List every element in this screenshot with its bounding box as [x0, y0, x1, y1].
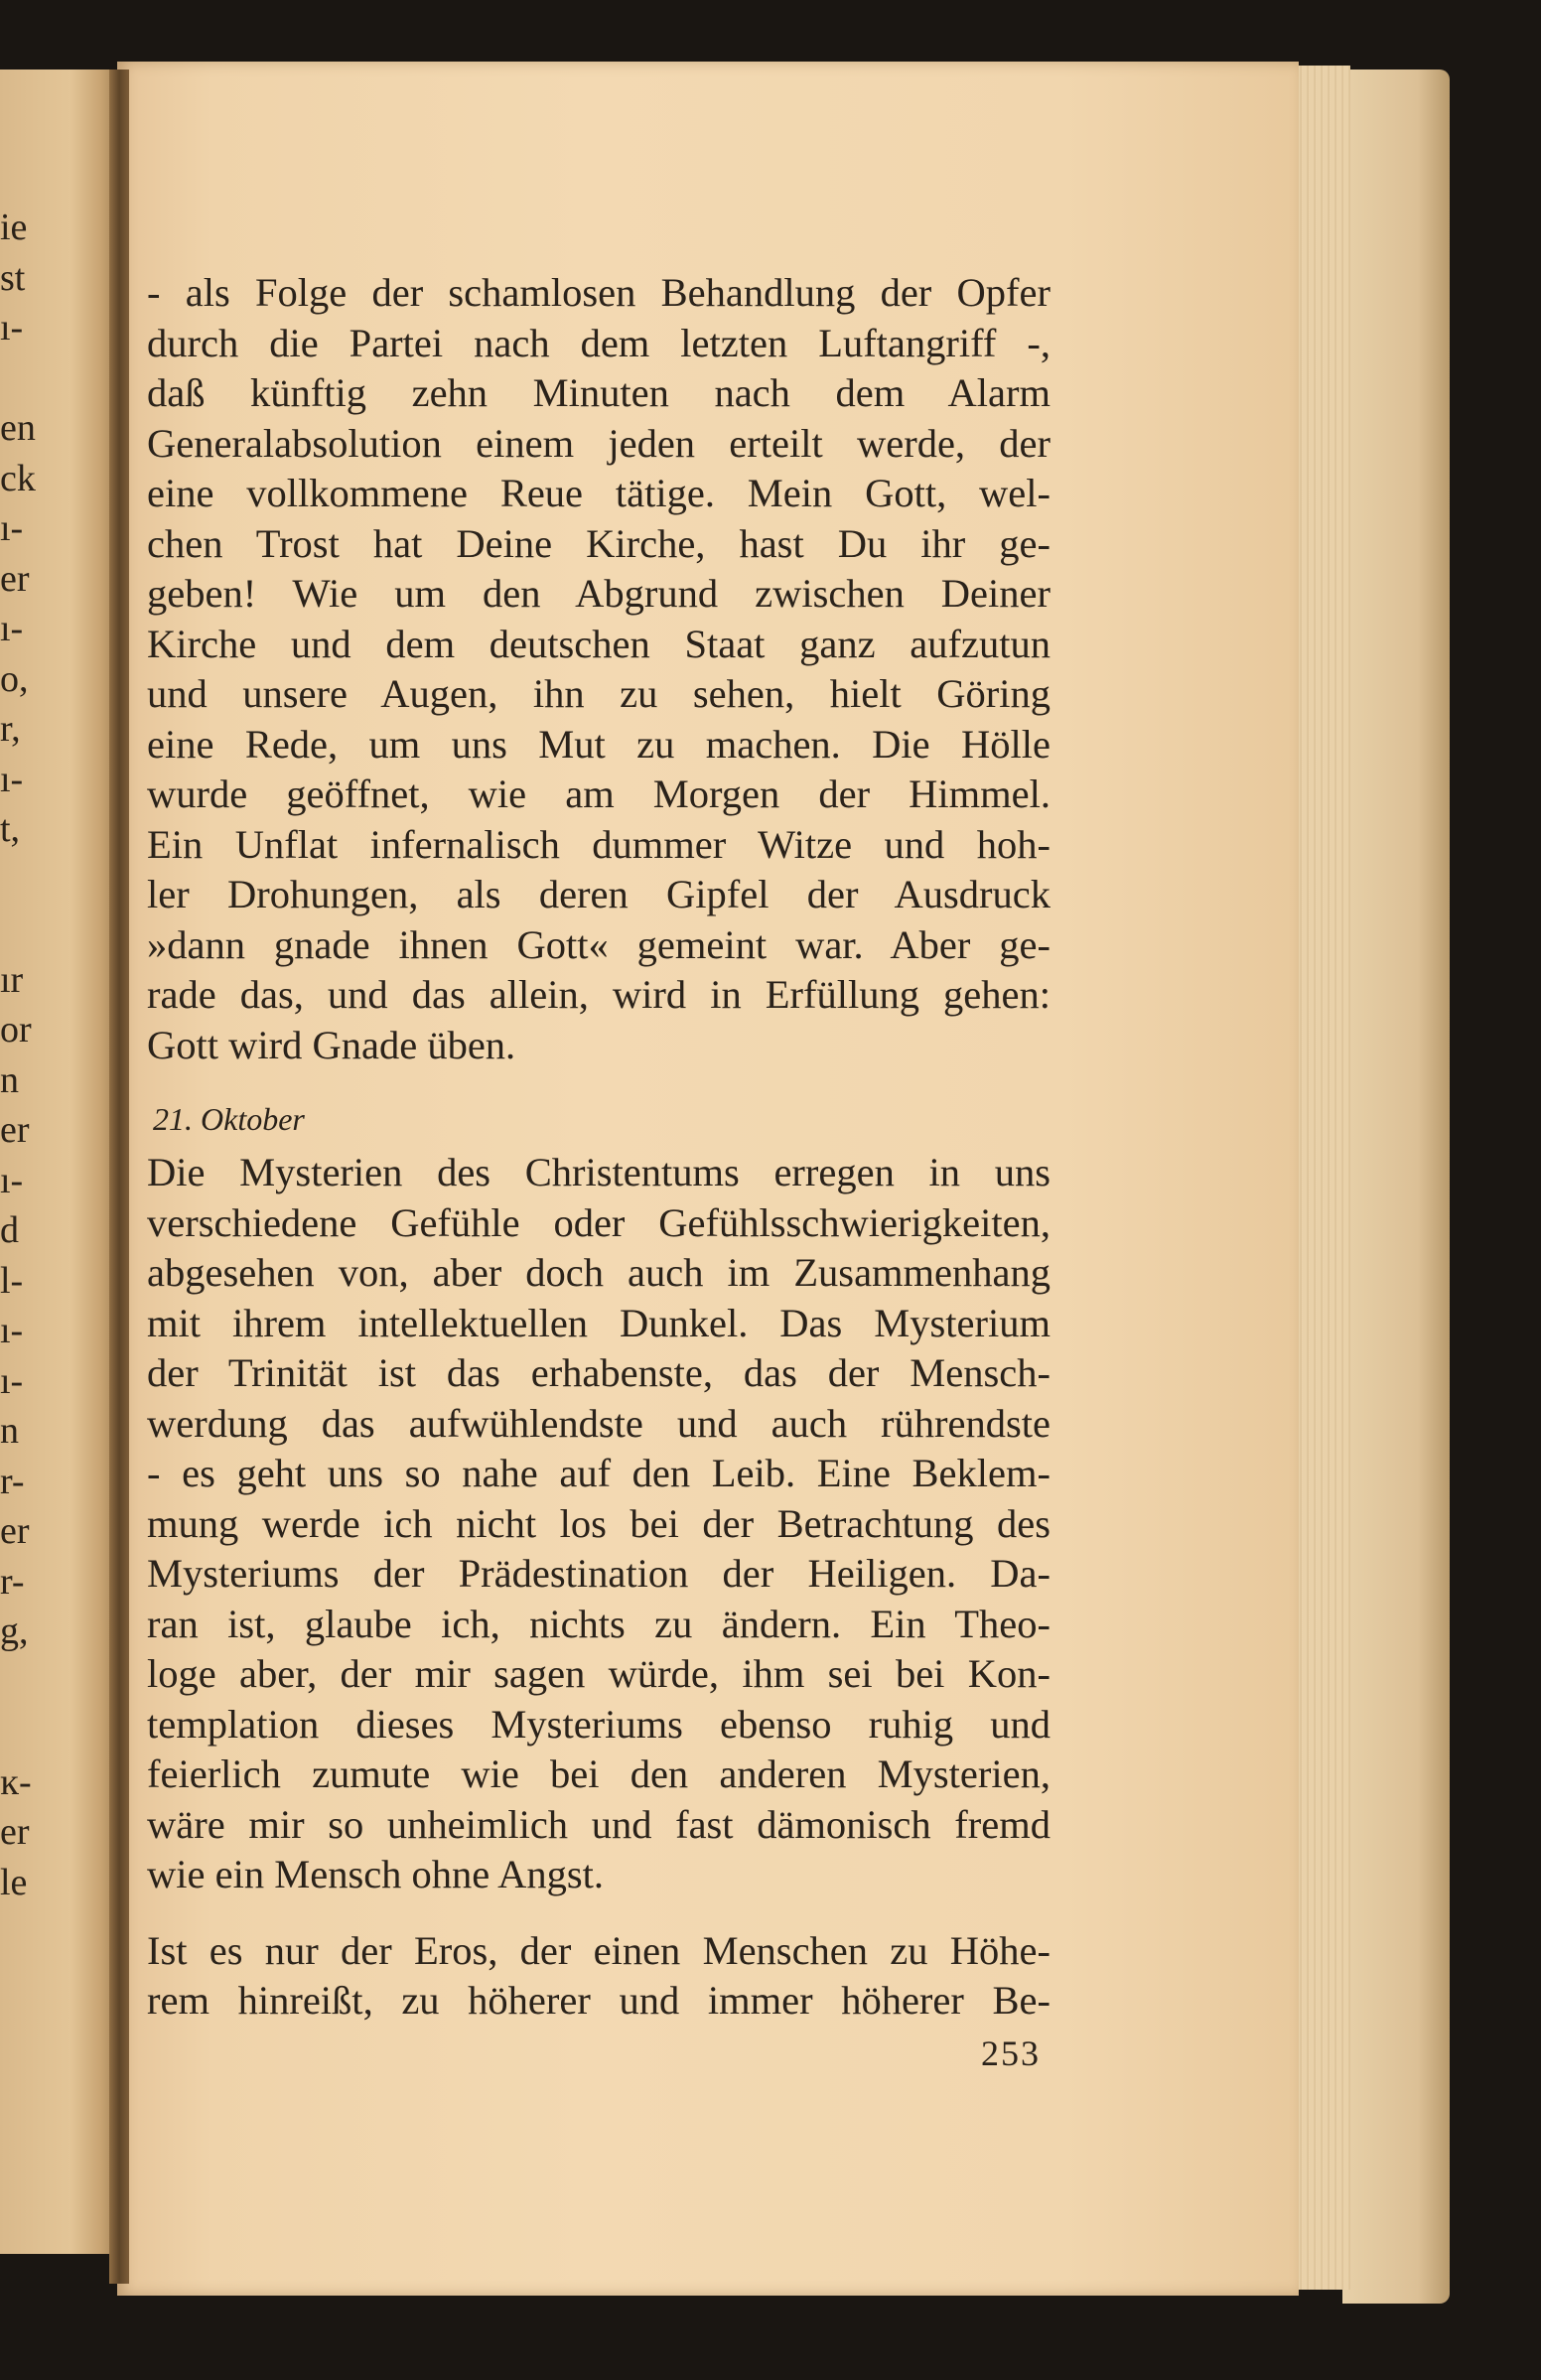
text-line: verschiedene Gefühle oder Gefühlsschwierigkeiten, [147, 1199, 1051, 1245]
facing-page-fragment: ie [0, 207, 28, 248]
text-line: eine Rede, um uns Mut zu machen. Die Hölle [147, 721, 1051, 767]
text-line: - es geht uns so nahe auf den Leib. Eine Beklem- [147, 1451, 1051, 1495]
text-line: daß künftig zehn Minuten nach dem Alarm [147, 370, 1051, 415]
facing-page-fragment: ı- [0, 1359, 24, 1402]
facing-page-fragment: or [0, 1009, 32, 1050]
text-line: ler Drohungen, als deren Gipfel der Ausdruck [147, 872, 1051, 916]
facing-page-fragment: ı- [0, 507, 24, 549]
text-line: Mysteriums der Prädestination der Heiligen. Da- [147, 1551, 1051, 1596]
facing-page-fragment: ı- [0, 1159, 24, 1201]
text-line: wäre mir so unheimlich und fast dämonisch fremd [147, 1801, 1051, 1847]
facing-page-fragment: d [0, 1209, 19, 1251]
facing-page [0, 70, 117, 2254]
paragraph-2 [147, 1148, 1051, 1900]
date-heading: 21. Oktober [153, 1101, 305, 1137]
text-line: mit ihrem intellektuellen Dunkel. Das Mysterium [147, 1300, 1051, 1345]
facing-page-fragment: er [0, 1811, 30, 1853]
text-line: loge aber, der mir sagen würde, ihm sei bei Kon- [147, 1651, 1051, 1696]
facing-page-fragment: g, [0, 1610, 29, 1652]
text-line: abgesehen von, aber doch auch im Zusammenhang [147, 1250, 1051, 1295]
text-line: wie ein Mensch ohne Angst. [147, 1852, 605, 1896]
text-line: rade das, und das allein, wird in Erfüllung gehen: [147, 972, 1051, 1017]
text-line: und unsere Augen, ihn zu sehen, hielt Göring [147, 671, 1051, 716]
text-line: chen Trost hat Deine Kirche, hast Du ihr ge- [147, 520, 1051, 566]
book-gutter [109, 70, 129, 2284]
text-line: Generalabsolution einem jeden erteilt werde, der [147, 420, 1051, 466]
text-line: Kirche und dem deutschen Staat ganz aufzutun [147, 621, 1051, 666]
page-number: 253 [981, 2033, 1041, 2073]
text-line: - als Folge der schamlosen Behandlung der Opfer [147, 270, 1051, 315]
facing-page-fragment: n [0, 1410, 19, 1452]
text-line: der Trinität ist das erhabenste, das der Mensch- [147, 1350, 1051, 1395]
facing-page-fragment: ı- [0, 758, 24, 800]
text-line: geben! Wie um den Abgrund zwischen Deiner [147, 571, 1051, 616]
text-line: durch die Partei nach dem letzten Luftangriff -, [147, 320, 1051, 365]
page-body [147, 268, 1051, 2027]
text-line: templation dieses Mysteriums ebenso ruhig und [147, 1701, 1051, 1747]
facing-page-fragment: ĸ- [0, 1760, 32, 1803]
paragraph-1 [147, 268, 1051, 1070]
facing-page-fragment: l- [0, 1259, 24, 1302]
facing-page-fragment: r- [0, 1560, 25, 1603]
facing-page-fragment: le [0, 1861, 28, 1903]
facing-page-fragment: t, [0, 808, 21, 850]
text-line: mung werde ich nicht los bei der Betrachtung des [147, 1500, 1051, 1546]
text-line: wurde geöffnet, wie am Morgen der Himmel. [147, 771, 1051, 816]
facing-page-fragment: ır [0, 958, 24, 1001]
text-line: eine vollkommene Reue tätige. Mein Gott, wel- [147, 471, 1051, 515]
text-line: werdung das aufwühlendste und auch rührendste [147, 1400, 1051, 1446]
facing-page-fragment: st [0, 256, 26, 299]
facing-page-fragment: n [0, 1058, 19, 1101]
facing-page-fragment: ı- [0, 1310, 24, 1351]
facing-page-fragment: ck [0, 457, 36, 499]
text-line: »dann gnade ihnen Gott« gemeint war. Aber ge- [147, 921, 1051, 967]
text-line: rem hinreißt, zu höherer und immer höherer Be- [147, 1978, 1051, 2023]
facing-page-fragment: ı- [0, 307, 24, 349]
facing-page-fragment: er [0, 1510, 30, 1552]
text-line: Ist es nur der Eros, der einen Menschen zu Höhe- [147, 1927, 1051, 1973]
text-line: Gott wird Gnade üben. [147, 1022, 516, 1067]
book-back-edge [1342, 70, 1450, 2304]
facing-page-fragment: en [0, 407, 36, 449]
text-line: Die Mysterien des Christentums erregen in uns [147, 1150, 1051, 1194]
text-line: Ein Unflat infernalisch dummer Witze und hoh- [147, 821, 1051, 867]
facing-page-fragment: o, [0, 657, 29, 700]
facing-page-fragment: er [0, 557, 30, 600]
paragraph-3 [147, 1926, 1051, 2027]
facing-page-fragment: r- [0, 1460, 25, 1502]
text-line: feierlich zumute wie bei den anderen Mysterien, [147, 1751, 1051, 1796]
text-line: ran ist, glaube ich, nichts zu ändern. Ein Theo- [147, 1601, 1051, 1646]
paragraph-gap [147, 1900, 1051, 1926]
facing-page-fragment: er [0, 1109, 30, 1151]
facing-page-fragment: r, [0, 708, 21, 750]
facing-page-fragment: ı- [0, 608, 24, 649]
